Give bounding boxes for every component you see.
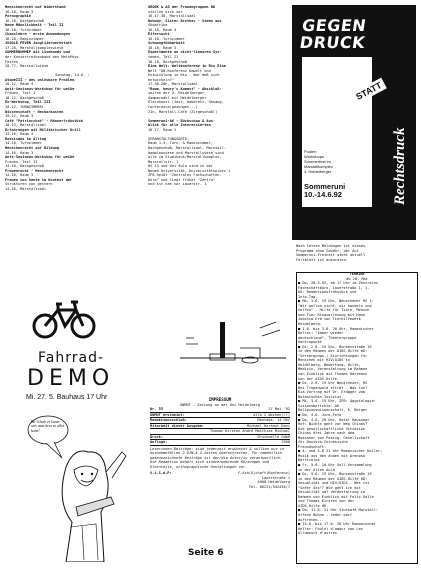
impressum-value: alle 2 Wochen(!!) — [253, 412, 290, 417]
left-column-line: 16-18, Dachgeschoß — [5, 18, 44, 23]
left-column-line: Anti-Sexismus-Workshop für weiße — [5, 155, 75, 160]
termine-line: ■ Di, 9.6. 19 Uhr, Bunsenstraße 19 — [298, 472, 372, 477]
left-column-line: Frauen, Teil I — [5, 91, 36, 96]
middle-column-line: 16-18, Turnzimmer — [148, 36, 185, 41]
gegen-druck-title — [299, 17, 369, 51]
middle-column-line: Südafrika — [148, 23, 168, 28]
left-column-line: Menschenrecht auf Widerstand — [5, 5, 66, 9]
termine-line: Chinas drei Jahre nach dem — [298, 431, 355, 436]
termine-line: in den Räumen der AIDS-Hilfe HD: — [298, 476, 368, 481]
left-column-line: Menschenrecht auf Bildung — [5, 145, 60, 150]
gegen-druck-ad — [292, 5, 416, 240]
middle-column-line: Conference(gesungen...) — [148, 105, 198, 110]
middle-column-line: 16-18, Raum 4 — [148, 27, 177, 32]
impressum-value: Michael Hartmut Dani — [246, 423, 290, 428]
middle-column-line: komplexwiese und Marstallwiese sind — [148, 150, 224, 155]
left-column-line: 17-20, Marstallkompleswiese — [5, 45, 64, 50]
termine-line: Die gesellschaftliche Situation — [298, 426, 366, 431]
middle-column-line: blick für alle Interessierten — [148, 123, 211, 128]
termine-line: deutschland", Theatergruppe — [298, 335, 357, 340]
left-column-line: 10-12, Raum 3 — [5, 114, 34, 119]
termine-line: Sexualität und HIV/AIDS - Was ist — [298, 481, 370, 486]
termine-line: von der AIDS-Hilfe. — [298, 376, 340, 381]
impressum-table — [150, 407, 290, 446]
program-note-line: Faltblatt ist anzuraten. — [296, 257, 348, 262]
middle-column-line: "Raum, bewry's Kommst" - Abschluß- — [148, 86, 222, 91]
left-column-line: Ex-Werkshop, Teil III — [5, 100, 51, 105]
termine-line: Bei Tropenwald stirbt - Was tun? — [298, 385, 368, 390]
termine-line: Sexualität um? Veranstaltung im — [298, 490, 366, 495]
termine-line: und Tier-Ringvorlesung mit Hans — [298, 312, 366, 317]
cartoon-illustration — [26, 412, 131, 562]
left-column-line: Frauen, Teil II — [5, 159, 38, 164]
visdp-label: V.i.S.d.P: — [150, 471, 172, 475]
middle-column-line: Eifersucht — [148, 32, 170, 37]
middle-column-line: temen, Teil II — [148, 55, 179, 60]
middle-column-line: Neuen Universität, Universitätsplatz 1 — [148, 168, 231, 173]
impressum-row — [150, 440, 290, 446]
impressum-key: UNMUT erscheint: — [150, 412, 185, 417]
impressum-key: Nr. 55 — [150, 407, 163, 411]
impressum-value: Thomas Kirsten André Matthias Michael — [209, 429, 290, 433]
termine-line: Rahmen von Einblick mit Felix Galle — [298, 494, 374, 499]
termine-line: ■ 15.6. bis 17.6. 20 Uhr Romanischer — [298, 522, 376, 527]
left-column-line: Festes — [5, 59, 18, 64]
termine-line: TERMINE — [349, 272, 365, 276]
middle-column-line: Sommeruni-AK - Rückschau & Aus- — [148, 118, 216, 123]
termine-line: Musik aus den Anden mit Arenoso — [298, 453, 366, 458]
termine-line: auftreten... — [298, 517, 324, 522]
middle-column-line: stellen sich vor — [148, 9, 183, 14]
left-column-line: Frauen von heute im Kontext der — [5, 177, 73, 182]
middle-column-line: VERANSTALTUNGSORTE: — [148, 136, 190, 141]
gegen-druck-date: Sommeruni 10.-14.6.92 — [304, 182, 346, 199]
termine-line: Heidelberg. — [298, 322, 322, 327]
left-column-line: SOMMERBUMMEP mit Livebands und — [5, 50, 70, 55]
middle-column-line: Kleinkunst (Jazz, Kabarett, Gesang, — [148, 100, 224, 105]
left-column-line: 10-12, Raum 4 — [5, 82, 34, 87]
left-column-line: 14-16, Raum 3 — [5, 173, 34, 178]
middle-column-line: Nobody, Sister Brother - Video aus — [148, 18, 222, 23]
left-column-line: 10-12, Dachgeschoß — [5, 95, 44, 100]
termine-line: Visionsberichte. AK — [298, 403, 340, 408]
middle-column-line: soiree der 4. Heidelberger — [148, 91, 205, 96]
middle-column-line: Marstallstr. 1 — [148, 159, 179, 164]
termine-line: Massaker von Peking. Gesellschaft — [298, 435, 370, 440]
bike-demo-date: Mi. 27. 5. Bauhaus 17 Uhr — [26, 394, 108, 401]
left-column-line: Anti-Sexismus-Workshop für weiße — [5, 86, 75, 91]
program-note-line: Programm ohne Gewähr, der Auf — [296, 248, 359, 253]
schedule-column-middle — [148, 5, 283, 187]
termine-line: "Wir wollen nicht, wir handeln und — [298, 303, 372, 308]
visdp-address: F.Ach(U)chaft(Konferenz) Lauerstraße 1 6900 Heidelberg Tel. 06221/542456/7 — [238, 471, 290, 489]
middle-column-line: büro" und liegt früher "Zentra" — [148, 177, 216, 182]
impressum-value: 27.Mai '92 — [268, 407, 290, 411]
termine-line: AIDS-Hilfe HD. — [298, 503, 329, 508]
left-column-line: Erfahrungen mit Militärischer Drill — [5, 127, 81, 132]
middle-column-line: Entwicklung in Rio - War muß sich — [148, 73, 220, 78]
termine-list — [298, 272, 416, 536]
middle-column-line: 17.30-20h, Marstallsaal — [148, 82, 198, 87]
impressum-key: Druck: — [150, 434, 163, 439]
gegen-druck-title-line1: GEGEN — [300, 16, 368, 35]
gegen-druck-statt-label: STATT — [351, 78, 386, 104]
middle-column-line: Schwangfühbarkeit — [148, 41, 185, 46]
termine-line: Hof: Nichts geht vor Weg Chinas? — [298, 422, 368, 427]
left-column-line: 13-16, Raum 4 — [5, 132, 34, 137]
impressum-value: 2500 — [281, 440, 290, 444]
termine-line: OG: Redaktionsfrühstück und — [298, 290, 357, 295]
termine-line: Offene Bühne - Jeder darf — [298, 512, 353, 517]
left-column-line: der Konzertreihenband des MathPhys- — [5, 55, 81, 60]
left-column-line: 20-??, Marstallwiese — [5, 64, 49, 69]
left-column-line: 14-16, Raum 3 — [5, 150, 34, 155]
gegen-druck-title-line2: DRUCK — [298, 33, 367, 52]
impressum — [150, 398, 290, 489]
middle-column-line: 16-17.30, Marstallsaal — [148, 14, 196, 19]
termine-line: ■ Mo, 1.6. 19 Uhr, Neuscheuer HS 1: — [298, 299, 374, 304]
schedule-column-left — [5, 5, 140, 191]
left-column-line: Pornographie — [5, 14, 31, 19]
impressum-visdp — [150, 471, 290, 489]
program-note-line: Sommeruni-Freiheit steht aktuell — [296, 253, 366, 258]
termine-line: Religionswissenschaft, K. Berger — [298, 408, 368, 413]
middle-column-line: Eine Welt: Weltkonferenz in Rio Eine — [148, 64, 226, 69]
middle-column-line: HS 13 und Uni Aula sind in der — [148, 164, 213, 169]
termine-line: ■ Fr, 5.6. 10 Uhr Voll-Versammlung — [298, 462, 372, 467]
middle-column-line: Sommerwahl mit Heidelberger — [148, 95, 207, 100]
middle-column-line: Raum 1-4, Turn- & Kaminzimmer, — [148, 141, 213, 146]
left-column-line: 14-16, Dachgeschoß — [5, 164, 44, 169]
middle-column-line: 16-18, Raum 3 — [148, 45, 177, 50]
termine-line: Freundschaft. — [298, 444, 327, 449]
left-column-line: Strukturen von gestern — [5, 182, 53, 187]
impressum-key: Redaktionsschluß: — [150, 418, 187, 422]
termine-line: ab 20. Mai — [346, 276, 368, 281]
middle-column-line: 21h, Marstall-Café (Zirgeschoß!) — [148, 109, 218, 114]
middle-column-line: GEDOK & AG der Frauengruppen HD — [148, 5, 216, 9]
termine-line: von Einblick mit Thomas Hartmann — [298, 372, 368, 377]
termine-line: ■ Mi, 3.6. 19 Uhr, ZFB: Ägyptologie: — [298, 399, 376, 404]
middle-column-line: entwickeln?" — [148, 77, 174, 82]
left-column-line: Rassismus im Alltag — [5, 136, 47, 141]
middle-column-line: 16-17, Raum 1 — [148, 127, 177, 132]
gegen-druck-poster-panel — [302, 57, 372, 207]
left-column-line: 16-18, Kaminzimmer — [5, 36, 44, 41]
termine-line: ■ 1.6. bis 3.6. 20 Uhr, Romanischer — [298, 326, 374, 331]
impressum-subtitle: UNMUT - Zeitung an der Uni Heidelberg — [179, 402, 261, 407]
left-column-line: Café "Patriarchat" - Männerfrühstück — [5, 118, 83, 123]
termine-line: ■ Do, 11.6. 21 Uhr Stutkafé Marstall: — [298, 508, 379, 513]
termine-line: "Versorgungs-) Einrichtungen für — [298, 353, 368, 358]
termine-line: für Deutsch-Chinesische — [298, 440, 348, 445]
middle-column-line: Experimente an nicht-linearen Sys- — [148, 50, 222, 55]
cartoon-speech-bubble: Ihr Glaub es kaum was man heut so alles kann! — [31, 420, 65, 433]
left-column-line: Wissenschaft - Neckarkasten — [5, 109, 64, 114]
stair-step-icon — [342, 115, 372, 121]
middle-column-line: und ist nah vor Lauerstr. 1 — [148, 182, 207, 187]
termine-line: und Thomas Kirsten von der — [298, 499, 355, 504]
left-column-line: Chaoslehre - erste Anwendungen — [5, 32, 70, 37]
termine-line: helfen" - Hilfe für Tiere, Mensch — [298, 308, 370, 313]
left-column-line: JUGGLE FEVER Jongliierwerkstatt — [5, 41, 73, 46]
termine-line: Heidelberg, Bewertung, Hilfe, — [298, 362, 361, 367]
impressum-body: Leserinnen-Beiträge: sind jederzeit erwünscht & sollten nur in Ausnahmefällen 2 DIN-A-4-Seiten überschreiten. Für namentlich gekennzeichnete Beiträge ist der/die Autor/in verantwortlich. Die Redaktion behält sich sinnverwahrende Kürzungen und Kleinteile, orthographische Gestaltungen vor. — [150, 446, 285, 469]
termine-line: ■ Do, 4.6. Jure-Fete — [298, 412, 342, 417]
middle-column-line: alle im Studihaus/Marstallkomplex, — [148, 155, 222, 160]
termine-line: Allumeurs d'astres — [298, 531, 337, 536]
termine-line: ■ Do, 4.6. 20 Uhr, Hotel Hausnaer — [298, 417, 370, 422]
termine-line: ■ Di, 2.6. 19 Uhr Neuscheuer, HS — [298, 381, 368, 386]
impressum-heading: IMPRESSUM — [208, 397, 232, 402]
termine-line: Botanischen Institut. — [298, 394, 344, 399]
program-note — [296, 244, 416, 262]
termine-line: "Safer Sex"? Wie geht ich mit — [298, 485, 361, 490]
left-column-line: 14-16, Turnzimmer — [5, 141, 42, 146]
left-column-line: 14-16, Marstallsaal — [5, 186, 47, 191]
impressum-key: Auflage: — [150, 440, 168, 444]
termine-line: Joachim Erb von Tierhilfewerk — [298, 317, 361, 322]
doorway-diagram — [180, 318, 286, 388]
impressum-value: Druckwelle GdbR — [257, 434, 290, 439]
termine-line: ■ 4. und 5.6 21 Uhr Romanischer Keller: — [298, 449, 383, 454]
middle-column-line: 16-18, Dachgeschoß — [148, 59, 187, 64]
termine-line: Dia-Vortrag mit Dr. Erdgger vom — [298, 390, 366, 395]
termine-line: in der Alten Aula — [298, 467, 335, 472]
termine-line: Barricolos — [298, 458, 320, 463]
bicycle-icon — [32, 298, 96, 340]
middle-column-line: Dachgeschoß, Marstallsaal, Marstall- — [148, 145, 226, 150]
termine-line: Menschen mit HIV/AIDS in — [298, 358, 350, 363]
program-note-line: Nach letzen Meldungen ist dieses — [296, 244, 366, 248]
bike-demo-title: Fahrrad- — [38, 350, 105, 366]
left-column-line: 10-13, Marstallsaal — [5, 123, 47, 128]
termine-line: Info-Tag. — [298, 294, 318, 299]
left-column-line: Frauenrecht - Menschenrecht — [5, 168, 64, 173]
termine-line: Medizin, Veranstaltung im Rahmen — [298, 367, 368, 372]
termine-line: Kontrapunkt — [298, 340, 322, 345]
middle-column-line: ZFB heißt "Zentrales Fachschaften- — [148, 173, 222, 178]
termine-line: Keller: "Immer wieder — [298, 331, 344, 336]
bike-demo-word: DEMO — [27, 366, 115, 391]
left-column-line: 16-18, Raum 3 — [5, 9, 34, 14]
left-column-line: AtomeIII - des unlösbare Problem — [5, 77, 75, 82]
left-column-line: 10-12, TURNZIMMER! — [5, 105, 44, 110]
middle-column-line: Welt "UN-Konferenz Umwelt und — [148, 68, 211, 73]
impressum-value: Montags, 14 Uhr — [257, 418, 290, 422]
gegen-druck-events-text: Podien Workshops Sommerfest im Marstallkomplex 4. Heidelberger — [304, 149, 333, 174]
termine-line: ■ Do, 28.5.92, ab 17 Uhr im Zentralen — [298, 281, 379, 286]
left-column-line: 16-18, Turnzimmer — [5, 27, 42, 32]
impressum-key: Mitarbeit dieser Ausgabe: — [150, 423, 205, 428]
termine-line: Fachschaftbüro, Lauerstraße 1, 1. — [298, 285, 370, 290]
gegen-druck-rechtsdruck-label: Rechtsdruck — [392, 127, 408, 205]
termine-line: in den Räumen der AIDS-Hilfe HD: — [298, 349, 368, 354]
page-number: Seite 6 — [188, 548, 224, 558]
left-column-line: Neue Männlichkeit - Teil II — [5, 23, 64, 28]
termine-line: ■ Di, 2.6. 19 Uhr, Bunsenstraße 19 — [298, 344, 372, 349]
termine-line: Keller: Foule) d'amour von Les — [298, 526, 363, 531]
left-column-line: Sonntag, 14.6. : — [55, 73, 90, 78]
stair-step-icon — [352, 105, 372, 111]
